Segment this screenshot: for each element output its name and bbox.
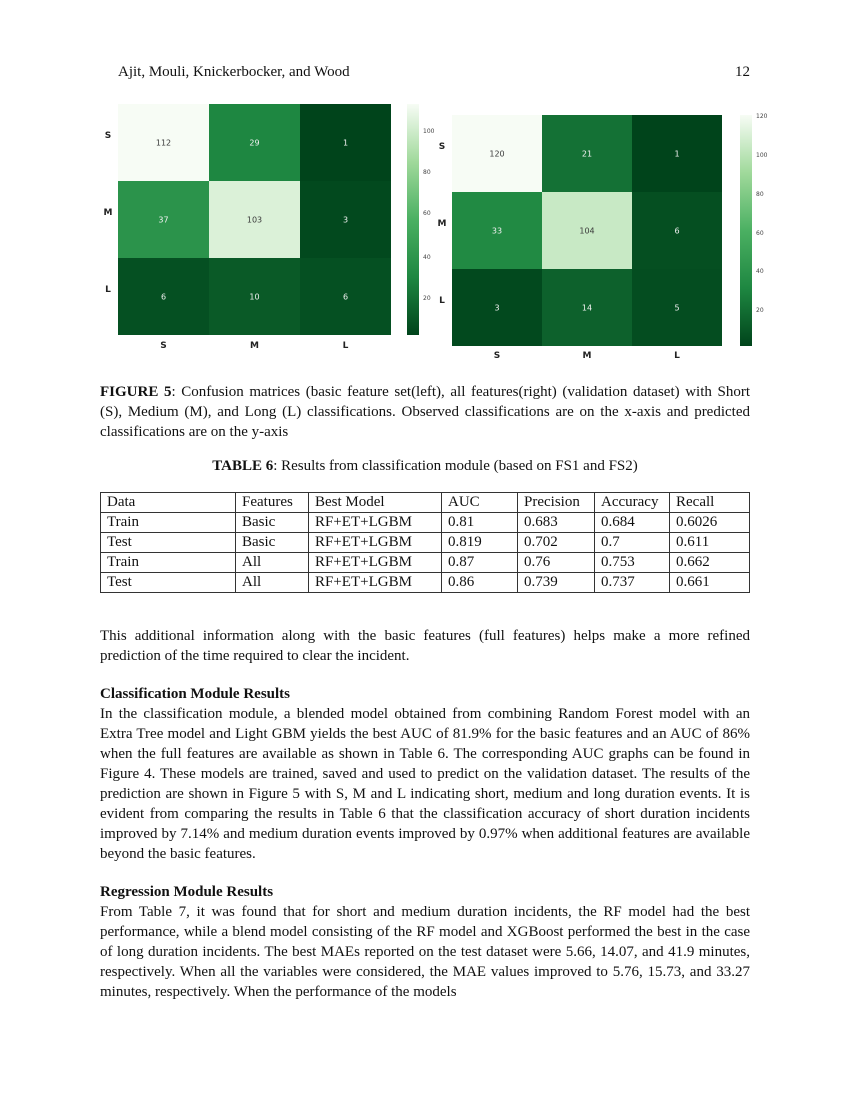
- table-cell: Train: [101, 553, 236, 573]
- heatmap-1-y-tick-label: S: [104, 131, 112, 141]
- heatmap-1-cell-label: 3: [342, 215, 349, 225]
- heatmap-1-x-tick-label: S: [160, 341, 167, 351]
- heatmap-2-cell-label: 1: [674, 149, 680, 159]
- heatmap-1-x-tick-label: M: [250, 341, 259, 351]
- table-cell: 0.81: [442, 513, 518, 533]
- table-row: [101, 533, 750, 553]
- heatmap-1-cell-label: 6: [342, 292, 349, 302]
- heatmap-2-cell-label: 104: [579, 226, 595, 236]
- header-cell: Accuracy: [595, 493, 670, 513]
- table-cell: Train: [101, 513, 236, 533]
- header-cell: Data: [101, 493, 236, 513]
- regression-section: [100, 882, 750, 1002]
- heatmap-2-colorbar-tick: 40: [756, 268, 764, 275]
- classification-paragraph: In the classification module, a blended model obtained from combining Random Forest model with an Extra Tree model and Light GBM yields the best AUC of 81.9% for the basic features and an AUC of 86% when the full features are available as shown in Table 6. The corresponding AUC graphs can be found in Figure 4. These models are trained, saved and used to predict on the validation dataset. The results of the prediction are shown in Figure 5 with S, M and L indicating short, medium and long duration events. It is evident from comparing the results in Table 6 that the classification accuracy of short duration incidents improved by 7.14% and medium duration events improved by 0.97% when additional features are available beyond the basic features.: [100, 706, 750, 862]
- results-table: [100, 492, 750, 593]
- header-cell: Precision: [518, 493, 595, 513]
- heatmap-2-colorbar: [740, 115, 752, 346]
- heatmap-2-cell-label: 6: [674, 226, 680, 236]
- heatmap-1-colorbar-tick: 40: [423, 254, 431, 261]
- figure-caption-text: : Confusion matrices (basic feature set(left), all features(right) (validation dataset) with Short (S), Medium (M), and Long (L) classifications. Observed classifications are on the x-axis and predicted classifications are on the y-axis: [100, 384, 750, 440]
- page-number: 12: [735, 64, 750, 80]
- table-cell: RF+ET+LGBM: [309, 553, 442, 573]
- heatmap-1-colorbar-tick: 20: [423, 295, 431, 302]
- heatmap-2-cell-label: 120: [489, 149, 505, 159]
- heatmap-1-cell-label: 37: [158, 215, 169, 225]
- table-cell: Test: [101, 573, 236, 593]
- heatmap-1-y-tick-label: L: [105, 285, 111, 295]
- classification-heading: Classification Module Results: [100, 686, 291, 702]
- table-cell: Basic: [236, 513, 309, 533]
- table-cell: 0.737: [595, 573, 670, 593]
- table-cell: 0.819: [442, 533, 518, 553]
- regression-heading: Regression Module Results: [100, 884, 274, 900]
- table-cell: Basic: [236, 533, 309, 553]
- table-cell: All: [236, 553, 309, 573]
- classification-section: [100, 684, 750, 864]
- heatmap-2-colorbar-tick: 80: [756, 191, 764, 198]
- heatmap-2-y-tick-label: S: [438, 142, 446, 152]
- heatmap-1-colorbar-tick: 80: [423, 169, 431, 176]
- header-cell: Recall: [670, 493, 750, 513]
- heatmap-1-cell-label: 112: [155, 138, 172, 148]
- heatmap-2-cell-label: 14: [581, 303, 593, 313]
- table-cell: 0.6026: [670, 513, 750, 533]
- heatmap-1-cell-label: 10: [249, 292, 260, 302]
- table-cell: 0.662: [670, 553, 750, 573]
- figure-caption: [100, 382, 750, 442]
- regression-paragraph: From Table 7, it was found that for short and medium duration incidents, the RF model had the best performance, while a blend model consisting of the RF model and XGBoost performed the best in the case of long duration incidents. The best MAEs reported on the test dataset were 5.66, 14.07, and 41.9 minutes, respectively. When all the variables were considered, the MAE values improved to 5.76, 15.73, and 33.27 minutes, respectively. When the performance of the models: [100, 904, 750, 1000]
- table-cell: 0.683: [518, 513, 595, 533]
- table-row: [101, 513, 750, 533]
- heatmap-1-cell-label: 6: [160, 292, 167, 302]
- table-row: [101, 553, 750, 573]
- heatmap-1-colorbar-tick: 60: [423, 210, 431, 217]
- table-title-label: TABLE 6: [212, 458, 274, 474]
- heatmap-2-colorbar-tick: 20: [756, 307, 764, 314]
- heatmap-2-x-tick-label: L: [674, 351, 680, 361]
- table-cell: 0.661: [670, 573, 750, 593]
- table-cell: 0.702: [518, 533, 595, 553]
- heatmap-1-y-tick-label: M: [103, 208, 113, 218]
- heatmap-2-colorbar-tick: 120: [756, 113, 768, 120]
- heatmap-1-cell-label: 29: [249, 138, 260, 148]
- table-cell: 0.611: [670, 533, 750, 553]
- heatmap-1-cell-label: 1: [342, 138, 349, 148]
- table-cell: 0.739: [518, 573, 595, 593]
- heatmap-2-cell-label: 33: [491, 226, 503, 236]
- table-cell: All: [236, 573, 309, 593]
- table-cell: RF+ET+LGBM: [309, 533, 442, 553]
- table-cell: 0.76: [518, 553, 595, 573]
- intro-paragraph-block: [100, 626, 750, 666]
- heatmap-1-colorbar: [407, 104, 419, 335]
- table-cell: Test: [101, 533, 236, 553]
- header-cell: Best Model: [309, 493, 442, 513]
- table-row: [101, 573, 750, 593]
- table-cell: RF+ET+LGBM: [309, 513, 442, 533]
- heatmap-2-cell-label: 5: [674, 303, 680, 313]
- heatmap-2-cell-label: 21: [581, 149, 593, 159]
- table-title: [100, 458, 750, 475]
- heatmap-2-x-tick-label: M: [582, 351, 592, 361]
- heatmap-2-colorbar-tick: 60: [756, 230, 764, 237]
- table-cell: 0.86: [442, 573, 518, 593]
- intro-paragraph: This additional information along with the basic features (full features) helps make a more refined prediction of the time required to clear the incident.: [100, 628, 750, 664]
- table-title-text: : Results from classification module (based on FS1 and FS2): [273, 458, 638, 474]
- heatmap-2-x-tick-label: S: [493, 351, 501, 361]
- table-cell: 0.87: [442, 553, 518, 573]
- heatmap-2-cell-label: 3: [494, 303, 500, 313]
- figure-caption-label: FIGURE 5: [100, 384, 172, 400]
- table-cell: 0.753: [595, 553, 670, 573]
- table-header-row: [101, 493, 750, 513]
- heatmap-2-colorbar-tick: 100: [756, 152, 768, 159]
- header-cell: Features: [236, 493, 309, 513]
- running-authors: Ajit, Mouli, Knickerbocker, and Wood: [118, 64, 350, 80]
- heatmap-1-cell-label: 103: [246, 215, 263, 225]
- heatmap-1-x-tick-label: L: [342, 341, 349, 351]
- heatmap-2-y-tick-label: L: [439, 296, 445, 306]
- heatmap-2-y-tick-label: M: [437, 219, 447, 229]
- table-cell: 0.7: [595, 533, 670, 553]
- header-cell: AUC: [442, 493, 518, 513]
- heatmap-1-colorbar-tick: 100: [423, 128, 435, 135]
- table-cell: 0.684: [595, 513, 670, 533]
- table-cell: RF+ET+LGBM: [309, 573, 442, 593]
